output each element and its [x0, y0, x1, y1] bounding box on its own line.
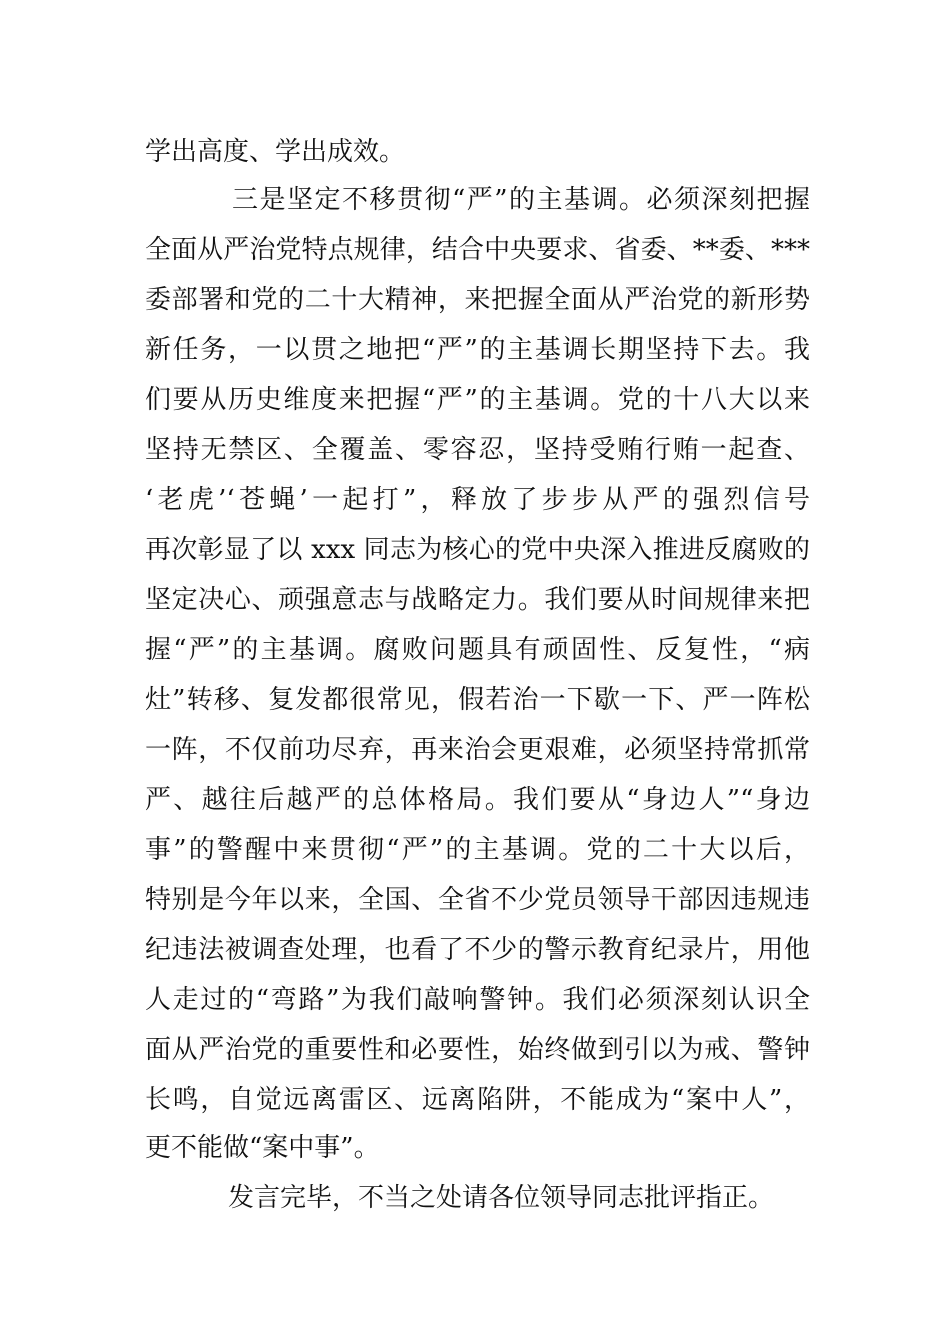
text-line-7: 坚持无禁区、全覆盖、零容忍，坚持受贿行贿一起查、: [145, 435, 810, 465]
text-line-17: 纪违法被调查处理，也看了不少的警示教育纪录片，用他: [145, 935, 810, 965]
text-line-3: 全面从严治党特点规律，结合中央要求、省委、**委、***: [145, 235, 810, 265]
text-line-14: 严、越往后越严的总体格局。我们要从“身边人”“身边: [145, 785, 810, 815]
text-line-5: 新任务，一以贯之地把“严”的主基调长期坚持下去。我: [145, 335, 810, 365]
text-line-8: ‘老虎’‘苍蝇’一起打”，释放了步步从严的强烈信号: [145, 485, 810, 515]
text-line-12: 灶”转移、复发都很常见，假若治一下歇一下、严一阵松: [145, 685, 810, 715]
text-line-21: 更不能做“案中事”。: [145, 1133, 380, 1163]
text-line-19: 面从严治党的重要性和必要性，始终做到引以为戒、警钟: [145, 1035, 810, 1065]
text-line-18: 人走过的“弯路”为我们敲响警钟。我们必须深刻认识全: [145, 985, 810, 1015]
text-line-15: 事”的警醒中来贯彻“严”的主基调。党的二十大以后，: [145, 835, 810, 865]
closing-remark: 发言完毕，不当之处请各位领导同志批评指正。: [228, 1183, 775, 1213]
text-line-2: 三是坚定不移贯彻“严”的主基调。必须深刻把握: [232, 185, 810, 215]
text-line-1: 学出高度、学出成效。: [145, 137, 406, 167]
text-line-13: 一阵，不仅前功尽弃，再来治会更艰难，必须坚持常抓常: [145, 735, 810, 765]
text-line-4: 委部署和党的二十大精神，来把握全面从严治党的新形势: [145, 285, 810, 315]
text-line-6: 们要从历史维度来把握“严”的主基调。党的十八大以来: [145, 385, 810, 415]
text-line-10: 坚定决心、顽强意志与战略定力。我们要从时间规律来把: [145, 585, 810, 615]
text-line-16: 特别是今年以来，全国、全省不少党员领导干部因违规违: [145, 885, 810, 915]
text-line-9: 再次彰显了以 xxx 同志为核心的党中央深入推进反腐败的: [145, 535, 810, 565]
text-line-11: 握“严”的主基调。腐败问题具有顽固性、反复性，“病: [145, 635, 810, 665]
text-line-20: 长鸣，自觉远离雷区、远离陷阱，不能成为“案中人”，: [145, 1085, 810, 1115]
